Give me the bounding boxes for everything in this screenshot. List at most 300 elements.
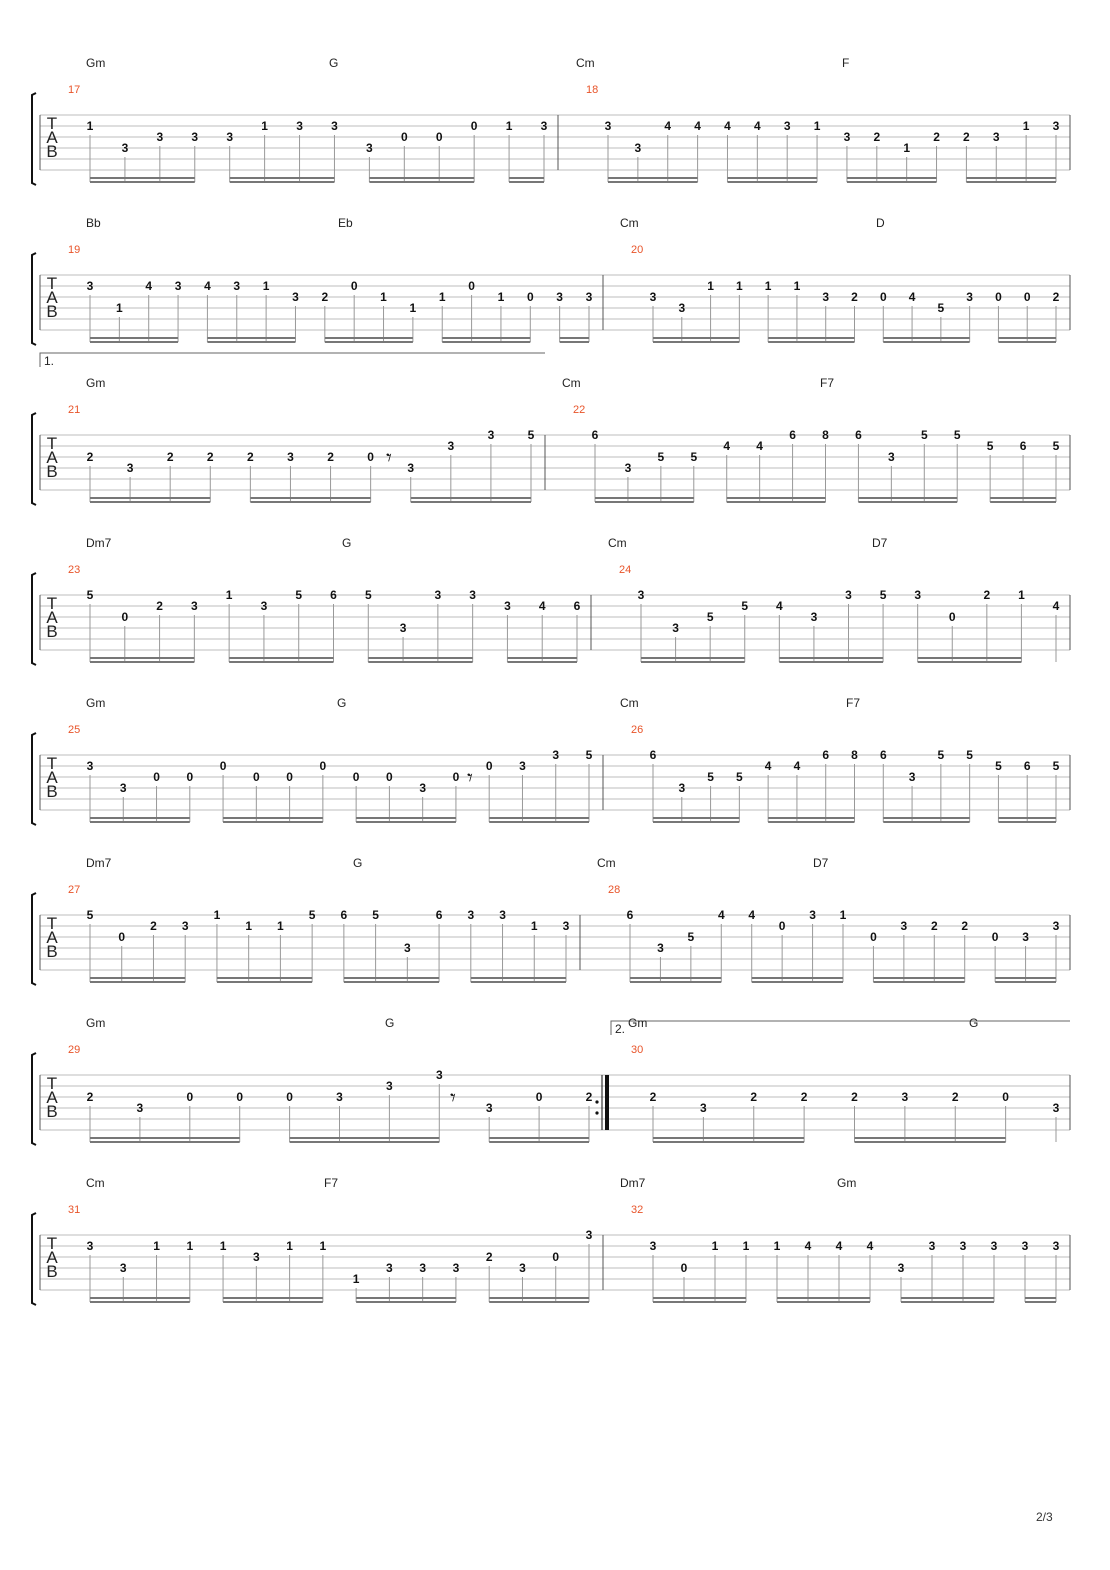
tab-clef-letter: T <box>46 114 58 133</box>
fret-number: 0 <box>350 279 358 293</box>
fret-number: 3 <box>822 290 830 304</box>
fret-number: 0 <box>1002 1090 1009 1104</box>
fret-number: 0 <box>386 770 393 784</box>
chord-symbol: Gm <box>86 1016 106 1030</box>
tab-clef-letter: A <box>46 928 58 947</box>
fret-number: 3 <box>900 919 908 933</box>
fret-number: 5 <box>308 908 316 922</box>
tab-clef-letter: B <box>46 462 58 481</box>
chord-symbol: F <box>842 56 850 70</box>
fret-number: 6 <box>330 588 337 602</box>
fret-number: 3 <box>487 428 495 442</box>
fret-number: 3 <box>914 588 922 602</box>
fret-number: 3 <box>191 130 199 144</box>
fret-number: 3 <box>331 119 338 133</box>
fret-number: 3 <box>637 588 645 602</box>
fret-number: 3 <box>403 941 411 955</box>
fret-number: 3 <box>447 439 455 453</box>
tab-system <box>32 1176 1070 1305</box>
fret-number: 3 <box>181 919 189 933</box>
fret-number: 3 <box>504 599 511 613</box>
chord-symbol: G <box>385 1016 395 1030</box>
fret-number: 5 <box>879 588 887 602</box>
fret-number: 3 <box>540 119 548 133</box>
fret-number: 1 <box>409 301 417 315</box>
fret-number: 6 <box>435 908 443 922</box>
fret-number: 3 <box>119 781 127 795</box>
tab-system <box>32 216 1070 345</box>
tab-system <box>32 856 1070 985</box>
chord-symbol: Dm7 <box>86 856 112 870</box>
system-bracket <box>32 733 36 825</box>
tab-clef-letter: A <box>46 288 58 307</box>
tab-system <box>32 696 1070 825</box>
system-bracket <box>32 93 36 185</box>
fret-number: 1 <box>86 119 94 133</box>
fret-number: 4 <box>664 119 672 133</box>
fret-number: 3 <box>624 461 632 475</box>
fret-number: 2 <box>247 450 254 464</box>
fret-number: 3 <box>843 130 851 144</box>
chord-symbol: Cm <box>86 1176 105 1190</box>
fret-number: 3 <box>399 621 407 635</box>
fret-number: 4 <box>866 1239 874 1253</box>
fret-number: 1 <box>505 119 513 133</box>
chord-symbol: F7 <box>324 1176 339 1190</box>
fret-number: 2 <box>933 130 940 144</box>
tab-clef-letter: T <box>46 274 58 293</box>
fret-number: 3 <box>672 621 679 635</box>
fret-number: 0 <box>991 930 999 944</box>
fret-number: 0 <box>552 1250 560 1264</box>
tab-clef-letter: B <box>46 1262 58 1281</box>
fret-number: 0 <box>118 930 126 944</box>
fret-number: 5 <box>707 770 714 784</box>
fret-number: 6 <box>340 908 348 922</box>
fret-number: 1 <box>1018 588 1025 602</box>
fret-number: 2 <box>851 1090 858 1104</box>
fret-number: 1 <box>903 141 911 155</box>
fret-number: 5 <box>1052 759 1060 773</box>
measure-number: 20 <box>631 244 644 256</box>
fret-number: 3 <box>226 130 234 144</box>
measure-number: 19 <box>68 244 81 256</box>
measure-number: 25 <box>68 724 81 736</box>
chord-symbol: D7 <box>872 536 888 550</box>
tab-clef-letter: T <box>46 1074 58 1093</box>
fret-number: 2 <box>156 599 163 613</box>
fret-number: 1 <box>352 1272 360 1286</box>
fret-number: 5 <box>585 748 593 762</box>
fret-number: 0 <box>778 919 786 933</box>
fret-number: 0 <box>186 1090 194 1104</box>
fret-number: 3 <box>928 1239 936 1253</box>
fret-number: 5 <box>687 930 695 944</box>
system-bracket <box>32 253 36 345</box>
fret-number: 4 <box>717 908 725 922</box>
fret-number: 5 <box>986 439 994 453</box>
fret-number: 1 <box>213 908 221 922</box>
repeat-dot <box>595 1111 598 1114</box>
fret-number: 4 <box>835 1239 843 1253</box>
fret-number: 4 <box>756 439 763 453</box>
fret-number: 0 <box>367 450 374 464</box>
fret-number: 2 <box>983 588 991 602</box>
page-number: 2/3 <box>1036 1510 1053 1524</box>
fret-number: 0 <box>995 290 1002 304</box>
fret-number: 4 <box>908 290 916 304</box>
fret-number: 4 <box>764 759 772 773</box>
fret-number: 1 <box>277 919 284 933</box>
fret-number: 2 <box>930 919 938 933</box>
fret-number: 3 <box>908 770 916 784</box>
measure-number: 24 <box>619 564 632 576</box>
fret-number: 1 <box>219 1239 227 1253</box>
fret-number: 2 <box>327 450 334 464</box>
fret-number: 1 <box>153 1239 160 1253</box>
fret-number: 2 <box>150 919 157 933</box>
fret-number: 1 <box>773 1239 781 1253</box>
fret-number: 3 <box>519 759 526 773</box>
chord-symbol: G <box>329 56 339 70</box>
fret-number: 3 <box>897 1261 905 1275</box>
tab-clef-letter: A <box>46 768 58 787</box>
fret-number: 3 <box>233 279 241 293</box>
fret-number: 3 <box>469 588 476 602</box>
fret-number: 0 <box>219 759 227 773</box>
fret-number: 3 <box>260 599 268 613</box>
fret-number: 5 <box>364 588 372 602</box>
fret-number: 2 <box>800 1090 808 1104</box>
sixteenth-rest-icon: 𝄾 <box>467 766 473 791</box>
fret-number: 2 <box>585 1090 593 1104</box>
fret-number: 3 <box>86 1239 94 1253</box>
fret-number: 0 <box>319 759 327 773</box>
measure-number: 17 <box>68 84 81 96</box>
fret-number: 1 <box>286 1239 293 1253</box>
fret-number: 2 <box>649 1090 657 1104</box>
fret-number: 3 <box>174 279 182 293</box>
system-bracket <box>32 1213 36 1305</box>
fret-number: 0 <box>435 130 443 144</box>
tab-clef-letter: T <box>46 594 58 613</box>
tab-system <box>32 1016 1070 1145</box>
fret-number: 3 <box>810 610 818 624</box>
measure-number: 23 <box>68 564 81 576</box>
system-bracket <box>32 1053 36 1145</box>
fret-number: 5 <box>295 588 303 602</box>
volta-label: 2. <box>615 1022 626 1036</box>
tab-clef-letter: A <box>46 448 58 467</box>
fret-number: 0 <box>121 610 129 624</box>
fret-number: 2 <box>321 290 329 304</box>
fret-number: 1 <box>839 908 847 922</box>
fret-number: 4 <box>694 119 701 133</box>
fret-number: 2 <box>1052 290 1060 304</box>
fret-number: 3 <box>783 119 791 133</box>
fret-number: 0 <box>526 290 534 304</box>
fret-number: 1 <box>736 279 743 293</box>
fret-number: 0 <box>485 759 493 773</box>
tab-system <box>32 536 1070 665</box>
fret-number: 0 <box>286 1090 293 1104</box>
tab-clef-letter: T <box>46 434 58 453</box>
fret-number: 5 <box>995 759 1002 773</box>
tab-clef-letter: A <box>46 1088 58 1107</box>
fret-number: 2 <box>873 130 881 144</box>
fret-number: 3 <box>604 119 612 133</box>
fret-number: 5 <box>736 770 743 784</box>
fret-number: 3 <box>366 141 373 155</box>
fret-number: 3 <box>649 1239 657 1253</box>
fret-number: 4 <box>204 279 211 293</box>
chord-symbol: Bb <box>86 216 101 230</box>
fret-number: 3 <box>434 588 442 602</box>
fret-number: 1 <box>262 279 270 293</box>
fret-number: 0 <box>286 770 293 784</box>
fret-number: 2 <box>86 450 94 464</box>
fret-number: 0 <box>948 610 956 624</box>
tab-clef-letter: T <box>46 754 58 773</box>
fret-number: 0 <box>870 930 877 944</box>
fret-number: 3 <box>990 1239 998 1253</box>
fret-number: 3 <box>585 290 593 304</box>
fret-number: 1 <box>497 290 505 304</box>
tab-clef-letter: A <box>46 128 58 147</box>
fret-number: 3 <box>435 1068 443 1082</box>
chord-symbol: Dm7 <box>86 536 112 550</box>
sixteenth-rest-icon: 𝄾 <box>386 446 392 471</box>
fret-number: 2 <box>750 1090 758 1104</box>
fret-number: 3 <box>386 1261 393 1275</box>
chord-symbol: G <box>337 696 347 710</box>
chord-symbol: Eb <box>338 216 353 230</box>
fret-number: 3 <box>888 450 895 464</box>
fret-number: 5 <box>372 908 379 922</box>
measure-number: 18 <box>586 84 599 96</box>
chord-symbol: Cm <box>576 56 595 70</box>
fret-number: 2 <box>86 1090 94 1104</box>
fret-number: 4 <box>145 279 153 293</box>
fret-number: 6 <box>573 599 581 613</box>
tab-clef-letter: A <box>46 608 58 627</box>
fret-number: 8 <box>822 428 829 442</box>
fret-number: 2 <box>166 450 174 464</box>
chord-symbol: G <box>353 856 363 870</box>
measure-number: 26 <box>631 724 644 736</box>
chord-symbol: Cm <box>620 216 639 230</box>
fret-number: 3 <box>467 908 475 922</box>
fret-number: 6 <box>649 748 657 762</box>
fret-number: 2 <box>206 450 214 464</box>
chord-symbol: G <box>969 1016 979 1030</box>
fret-number: 3 <box>634 141 642 155</box>
tab-clef-letter: B <box>46 1102 58 1121</box>
fret-number: 3 <box>119 1261 127 1275</box>
tab-clef-letter: B <box>46 622 58 641</box>
fret-number: 6 <box>626 908 634 922</box>
fret-number: 5 <box>706 610 714 624</box>
fret-number: 0 <box>468 279 475 293</box>
measure-number: 31 <box>68 1204 81 1216</box>
fret-number: 3 <box>419 781 427 795</box>
chord-symbol: Dm7 <box>620 1176 646 1190</box>
volta-label: 1. <box>44 354 55 368</box>
tab-clef-letter: T <box>46 1234 58 1253</box>
fret-number: 0 <box>400 130 408 144</box>
fret-number: 5 <box>937 301 945 315</box>
chord-symbol: G <box>342 536 352 550</box>
fret-number: 5 <box>741 599 749 613</box>
volta-bracket <box>611 1021 1070 1035</box>
fret-number: 0 <box>879 290 887 304</box>
fret-number: 0 <box>470 119 478 133</box>
fret-number: 1 <box>707 279 714 293</box>
measure-number: 22 <box>573 404 586 416</box>
fret-number: 3 <box>292 290 299 304</box>
measure-number: 30 <box>631 1044 644 1056</box>
tab-clef-letter: B <box>46 142 58 161</box>
fret-number: 0 <box>236 1090 244 1104</box>
tab-clef-letter: B <box>46 942 58 961</box>
fret-number: 0 <box>680 1261 688 1275</box>
fret-number: 3 <box>485 1101 493 1115</box>
fret-number: 3 <box>657 941 664 955</box>
fret-number: 3 <box>136 1101 144 1115</box>
fret-number: 3 <box>191 599 198 613</box>
chord-symbol: Cm <box>562 376 581 390</box>
chord-symbol: F7 <box>846 696 861 710</box>
fret-number: 3 <box>809 908 816 922</box>
fret-number: 3 <box>678 301 686 315</box>
measure-number: 27 <box>68 884 81 896</box>
measure-number: 21 <box>68 404 81 416</box>
fret-number: 3 <box>966 290 973 304</box>
fret-number: 8 <box>851 748 858 762</box>
fret-number: 3 <box>1052 1101 1060 1115</box>
chord-symbol: Cm <box>620 696 639 710</box>
fret-number: 3 <box>452 1261 460 1275</box>
fret-number: 6 <box>591 428 599 442</box>
volta-bracket <box>40 353 545 367</box>
fret-number: 1 <box>319 1239 327 1253</box>
chord-symbol: D7 <box>813 856 829 870</box>
fret-number: 5 <box>86 588 94 602</box>
chord-symbol: D <box>876 216 885 230</box>
tab-system <box>32 353 1070 505</box>
fret-number: 6 <box>879 748 887 762</box>
fret-number: 3 <box>336 1090 343 1104</box>
fret-number: 0 <box>1023 290 1031 304</box>
fret-number: 1 <box>245 919 253 933</box>
fret-number: 1 <box>186 1239 194 1253</box>
fret-number: 5 <box>937 748 945 762</box>
fret-number: 0 <box>452 770 460 784</box>
tab-clef-letter: B <box>46 302 58 321</box>
tab-clef-letter: B <box>46 782 58 801</box>
fret-number: 1 <box>225 588 233 602</box>
fret-number: 6 <box>1023 759 1031 773</box>
fret-number: 4 <box>793 759 801 773</box>
chord-symbol: Gm <box>86 56 106 70</box>
fret-number: 3 <box>386 1079 393 1093</box>
chord-symbol: Cm <box>608 536 627 550</box>
fret-number: 1 <box>261 119 268 133</box>
fret-number: 3 <box>1052 919 1060 933</box>
fret-number: 5 <box>86 908 94 922</box>
fret-number: 1 <box>380 290 387 304</box>
fret-number: 3 <box>126 461 134 475</box>
fret-number: 3 <box>252 1250 260 1264</box>
fret-number: 4 <box>723 439 731 453</box>
fret-number: 4 <box>1052 599 1060 613</box>
fret-number: 3 <box>519 1261 526 1275</box>
fret-number: 3 <box>585 1228 593 1242</box>
fret-number: 3 <box>901 1090 909 1104</box>
fret-number: 3 <box>678 781 686 795</box>
chord-symbol: F7 <box>820 376 835 390</box>
fret-number: 2 <box>851 290 858 304</box>
chord-symbol: Gm <box>86 376 106 390</box>
fret-number: 6 <box>822 748 830 762</box>
fret-number: 6 <box>789 428 796 442</box>
fret-number: 3 <box>287 450 294 464</box>
fret-number: 0 <box>352 770 360 784</box>
fret-number: 1 <box>742 1239 750 1253</box>
fret-number: 5 <box>657 450 665 464</box>
fret-number: 3 <box>86 759 94 773</box>
fret-number: 6 <box>855 428 862 442</box>
fret-number: 3 <box>86 279 94 293</box>
chord-symbol: Gm <box>628 1016 648 1030</box>
measure-number: 32 <box>631 1204 644 1216</box>
fret-number: 4 <box>804 1239 812 1253</box>
fret-number: 3 <box>1022 930 1029 944</box>
fret-number: 3 <box>845 588 852 602</box>
fret-number: 5 <box>920 428 928 442</box>
fret-number: 5 <box>690 450 698 464</box>
fret-number: 6 <box>1019 439 1027 453</box>
fret-number: 1 <box>1022 119 1030 133</box>
chord-symbol: Gm <box>86 696 106 710</box>
fret-number: 4 <box>724 119 731 133</box>
tab-clef-letter: A <box>46 1248 58 1267</box>
measure-number: 28 <box>608 884 621 896</box>
fret-number: 4 <box>538 599 546 613</box>
fret-number: 3 <box>959 1239 967 1253</box>
fret-number: 1 <box>711 1239 719 1253</box>
fret-number: 1 <box>530 919 538 933</box>
fret-number: 2 <box>961 919 969 933</box>
fret-number: 1 <box>793 279 801 293</box>
fret-number: 1 <box>438 290 446 304</box>
fret-number: 3 <box>556 290 563 304</box>
fret-number: 3 <box>156 130 164 144</box>
fret-number: 3 <box>552 748 560 762</box>
fret-number: 5 <box>527 428 535 442</box>
fret-number: 3 <box>1021 1239 1029 1253</box>
tab-system <box>32 56 1070 185</box>
fret-number: 2 <box>951 1090 959 1104</box>
fret-number: 0 <box>535 1090 543 1104</box>
system-bracket <box>32 573 36 665</box>
fret-number: 5 <box>1052 439 1060 453</box>
fret-number: 5 <box>966 748 973 762</box>
fret-number: 3 <box>562 919 570 933</box>
fret-number: 4 <box>775 599 783 613</box>
measure-number: 29 <box>68 1044 81 1056</box>
fret-number: 3 <box>700 1101 707 1115</box>
